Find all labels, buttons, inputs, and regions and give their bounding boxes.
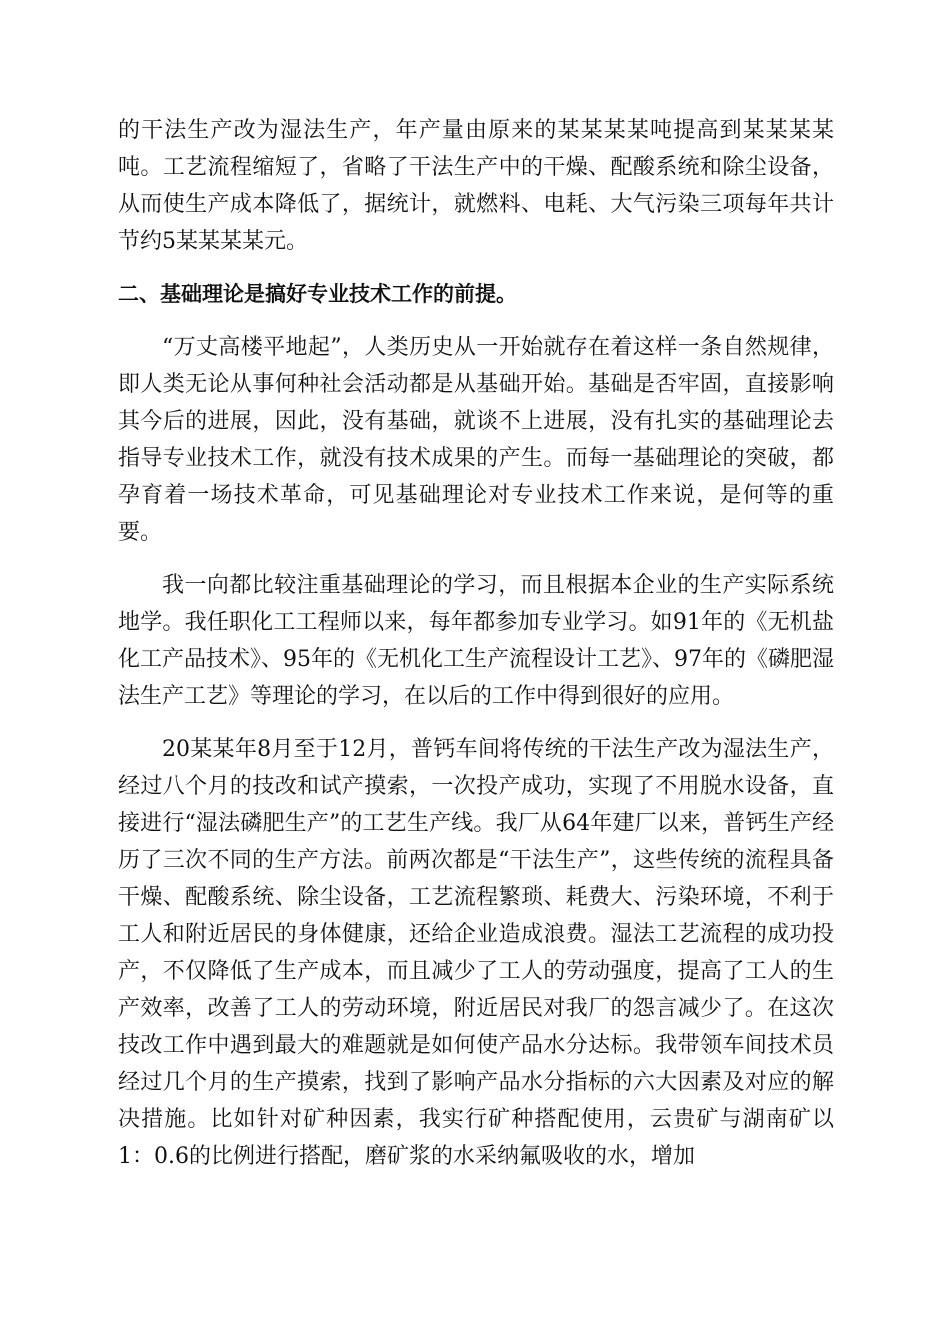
document-body xyxy=(118,112,834,1191)
paragraph-study: 我一向都比较注重基础理论的学习，而且根据本企业的生产实际系统地学。我任职化工工程师以来，每年都参加专业学习。如91年的《无机盐化工产品技术》、95年的《无机化工生产流程设计工艺》、97年的《磷肥湿法生产工艺》等理论的学习，在以后的工作中得到很好的应用。 xyxy=(118,573,834,709)
section-heading: 二、基础理论是搞好专业技术工作的前提。 xyxy=(118,282,517,306)
paragraph-continuation: 的干法生产改为湿法生产，年产量由原来的某某某某吨提高到某某某某吨。工艺流程缩短了，省略了干法生产中的干燥、配酸系统和除尘设备，从而使生产成本降低了，据统计，就燃料、电耗、大气污染三项每年共计节约5某某某某元。 xyxy=(118,118,834,254)
paragraph-wet-process: 20某某年8月至于12月，普钙车间将传统的干法生产改为湿法生产，经过八个月的技改和试产摸索，一次投产成功，实现了不用脱水设备，直接进行“湿法磷肥生产”的工艺生产线。我厂从64年建厂以来，普钙生产经历了三次不同的生产方法。前两次都是“干法生产”，这些传统的流程具备干燥、配酸系统、除尘设备，工艺流程繁琐、耗费大、污染环境，不利于工人和附近居民的身体健康，还给企业造成浪费。湿法工艺流程的成功投产，不仅降低了生产成本，而且减少了工人的劳动强度，提高了工人的生产效率，改善了工人的劳动环境，附近居民对我厂的怨言减少了。在这次技改工作中遇到最大的难题就是如何使产品水分达标。我带领车间技术员经过几个月的生产摸索，找到了影响产品水分指标的六大因素及对应的解决措施。比如针对矿种因素，我实行矿种搭配使用，云贵矿与湖南矿以1：0.6的比例进行搭配，磨矿浆的水采纳氟吸收的水，增加 xyxy=(118,737,834,1169)
paragraph-foundation: “万丈高楼平地起”，人类历史从一开始就存在着这样一条自然规律，即人类无论从事何种社会活动都是从基础开始。基础是否牢固，直接影响其今后的进展，因此，没有基础，就谈不上进展，没有扎实的基础理论去指导专业技术工作，就没有技术成果的产生。而每一基础理论的突破，都孕育着一场技术革命，可见基础理论对专业技术工作来说，是何等的重要。 xyxy=(118,335,834,545)
